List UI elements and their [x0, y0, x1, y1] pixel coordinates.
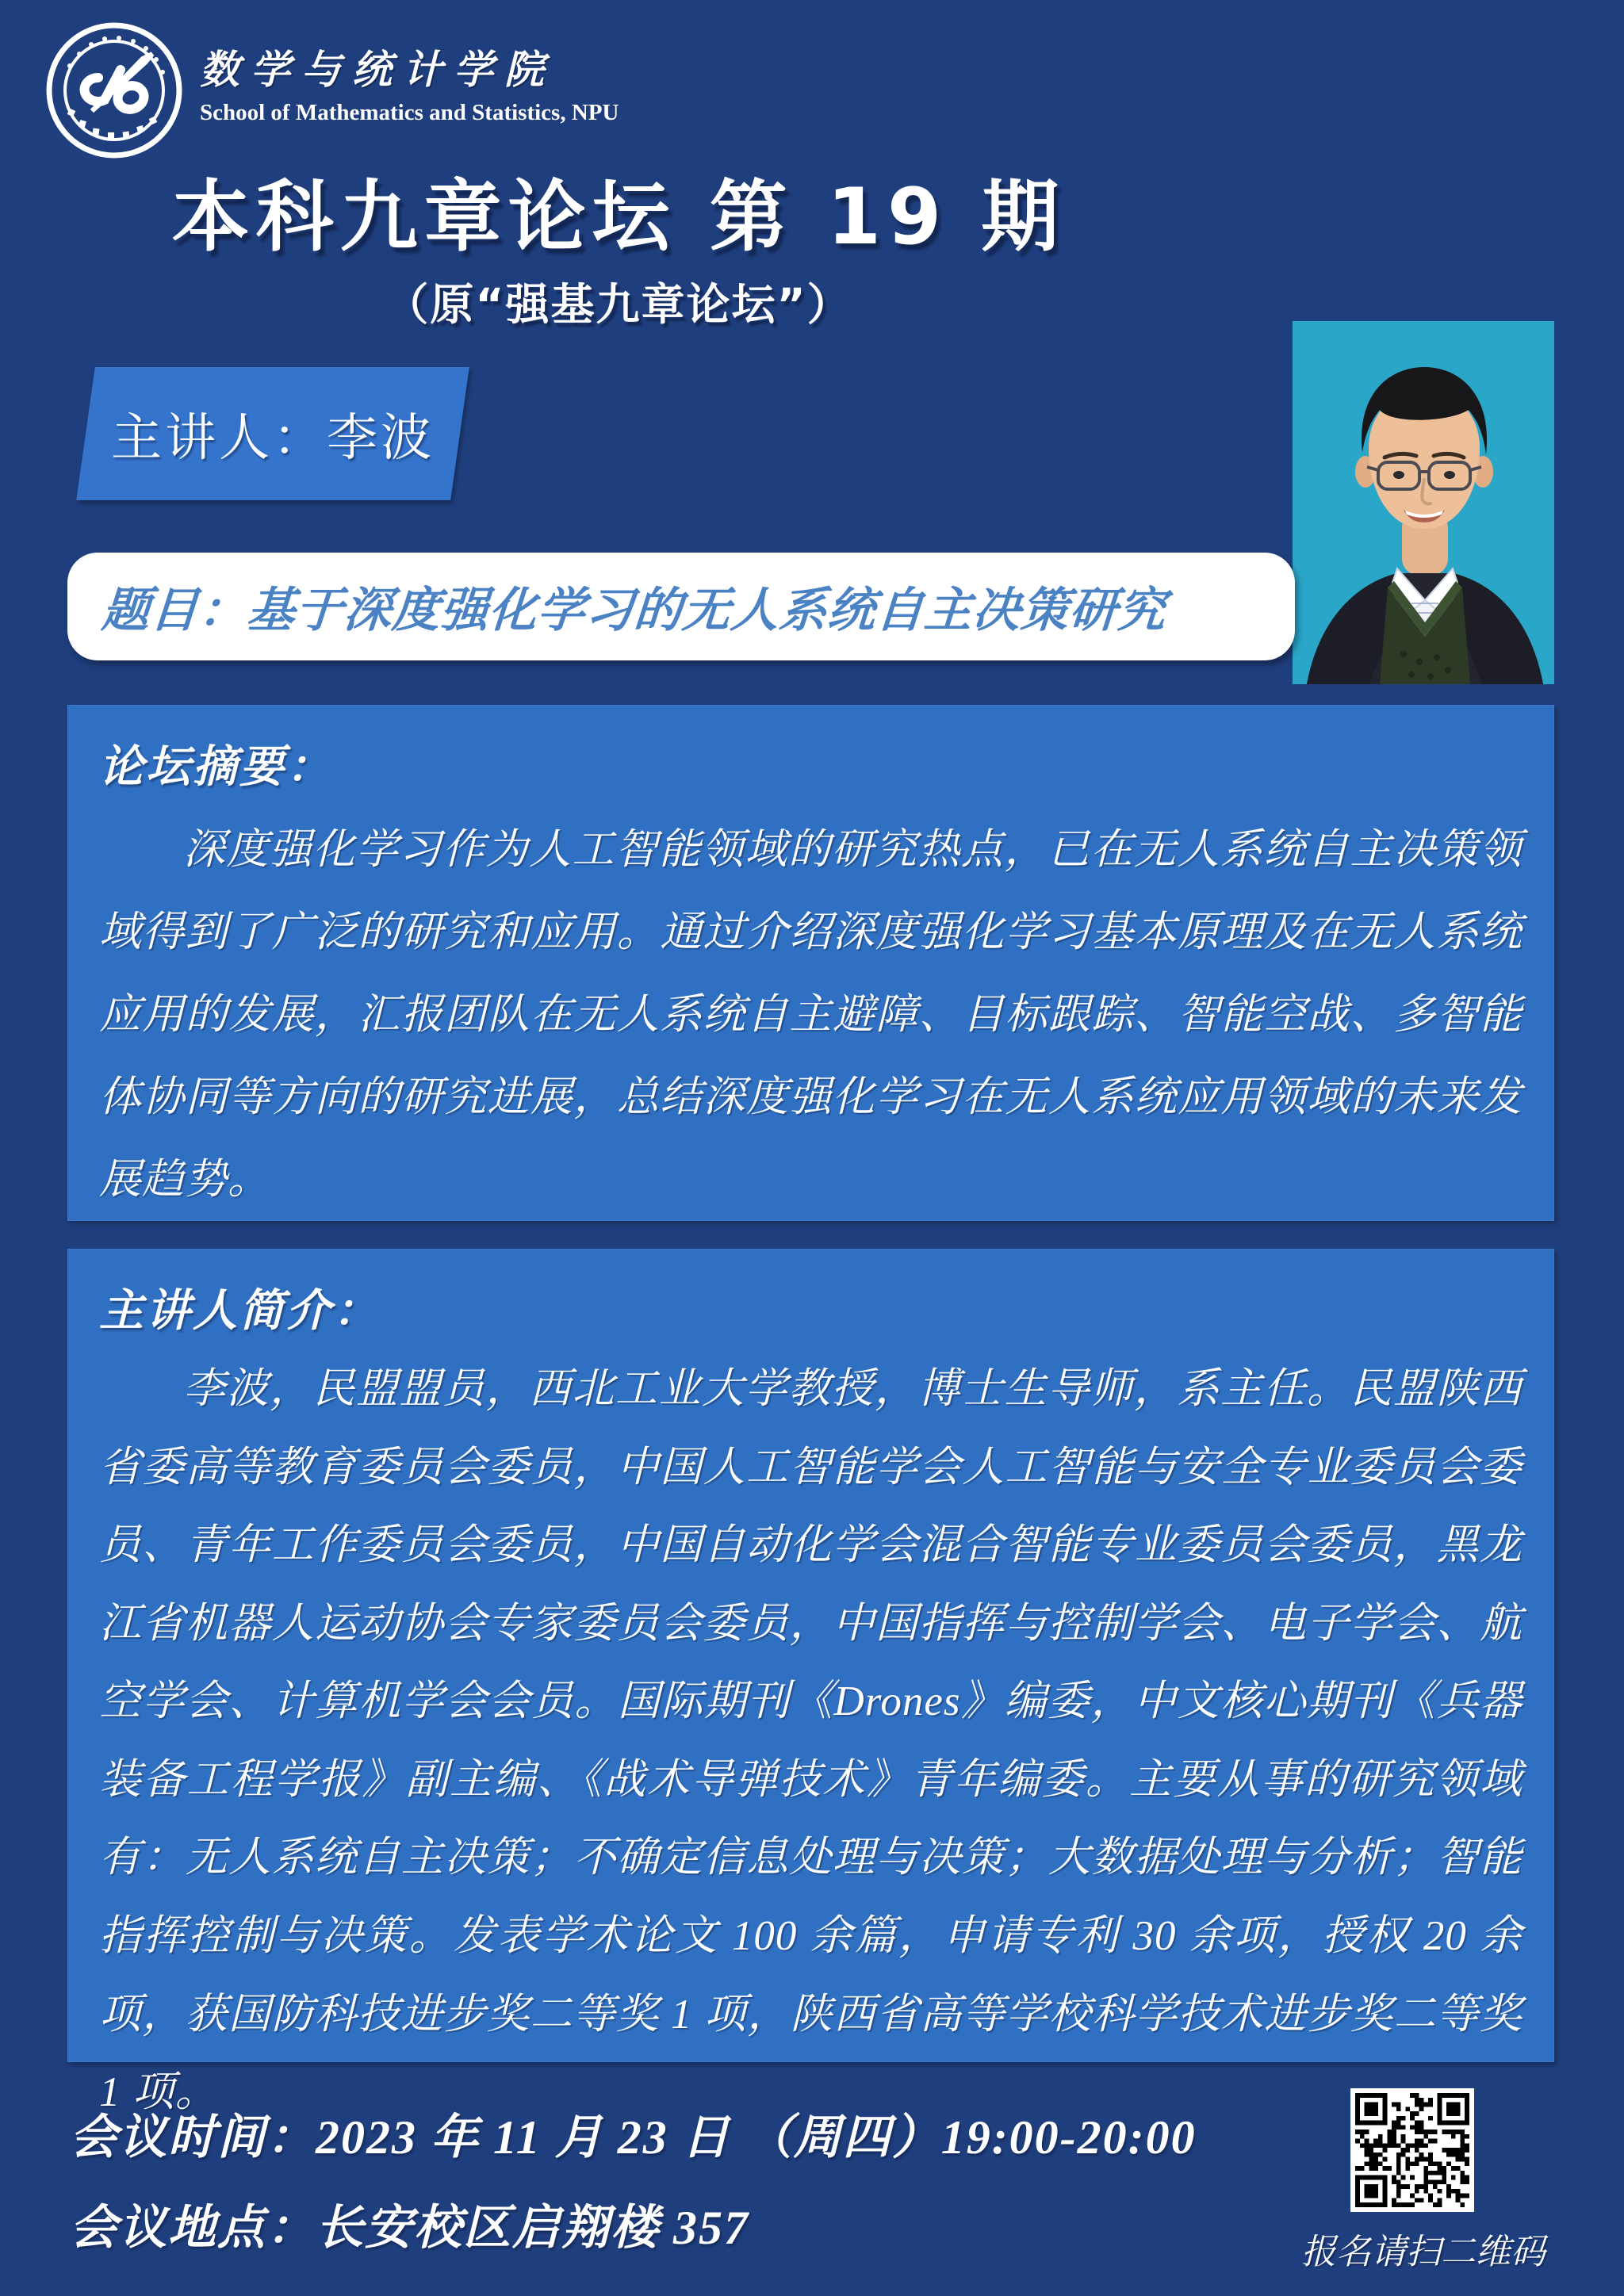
bio-heading: 主讲人简介： [99, 1287, 380, 1336]
qr-caption: 报名请扫二维码 [1301, 2233, 1545, 2271]
school-name-en: School of Mathematics and Statistics, NPU [200, 100, 619, 125]
signup-qr-code-icon [1350, 2088, 1474, 2212]
speaker-banner [76, 367, 469, 500]
poster-title: 本科九章论坛 第 19 期 [171, 172, 1066, 262]
abstract-panel [67, 705, 1554, 1221]
meeting-time: 会议时间：2023 年 11 月 23 日 （周四）19:00-20:00 [70, 2111, 1197, 2164]
topic-title: 题目：基于深度强化学习的无人系统自主决策研究 [100, 584, 1168, 637]
bio-panel [67, 1249, 1554, 2116]
abstract-heading: 论坛摘要： [99, 743, 333, 792]
school-name-cn: 数学与统计学院 [200, 46, 555, 93]
speaker-name-label: 主讲人：李波 [111, 410, 435, 466]
topic-banner [67, 553, 1295, 660]
school-logo-seal-icon [46, 22, 182, 159]
meeting-location: 会议地点：长安校区启翔楼 357 [70, 2202, 749, 2254]
poster-subtitle: （原“强基九章论坛”） [385, 279, 852, 330]
abstract-text: 深度强化学习作为人工智能领域的研究热点，已在无人系统自主决策领域得到了广泛的研究和应用。通过介绍深度强化学习基本原理及在无人系统应用的发展，汇报团队在无人系统自主避障、目标跟踪、智能空战、多智能体协同等方向的研究进展，总结深度强化学习在无人系统应用领域的未来发展趋势。 [99, 827, 1522, 1203]
bio-text: 李波，民盟盟员，西北工业大学教授，博士生导师，系主任。民盟陕西省委高等教育委员会委员，中国人工智能学会人工智能与安全专业委员会委员、青年工作委员会委员，中国自动化学会混合智能专业委员会委员，黑龙江省机器人运动协会专家委员会委员，中国指挥与控制学会、电子学会、航空学会、计算机学会会员。国际期刊《Drones》编委，中文核心期刊《兵器装备工程学报》副主编、《战术导弹技术》青年编委。主要从事的研究领域有：无人系统自主决策；不确定信息处理与决策；大数据处理与分析；智能指挥控制与决策。发表学术论文 100 余篇，申请专利 30 余项，授权 20 余项，获国防科技进步奖二等奖 1 项，陕西省高等学校科学技术进步奖二等奖 1 项。 [99, 1366, 1522, 2116]
speaker-photo [1293, 321, 1554, 684]
